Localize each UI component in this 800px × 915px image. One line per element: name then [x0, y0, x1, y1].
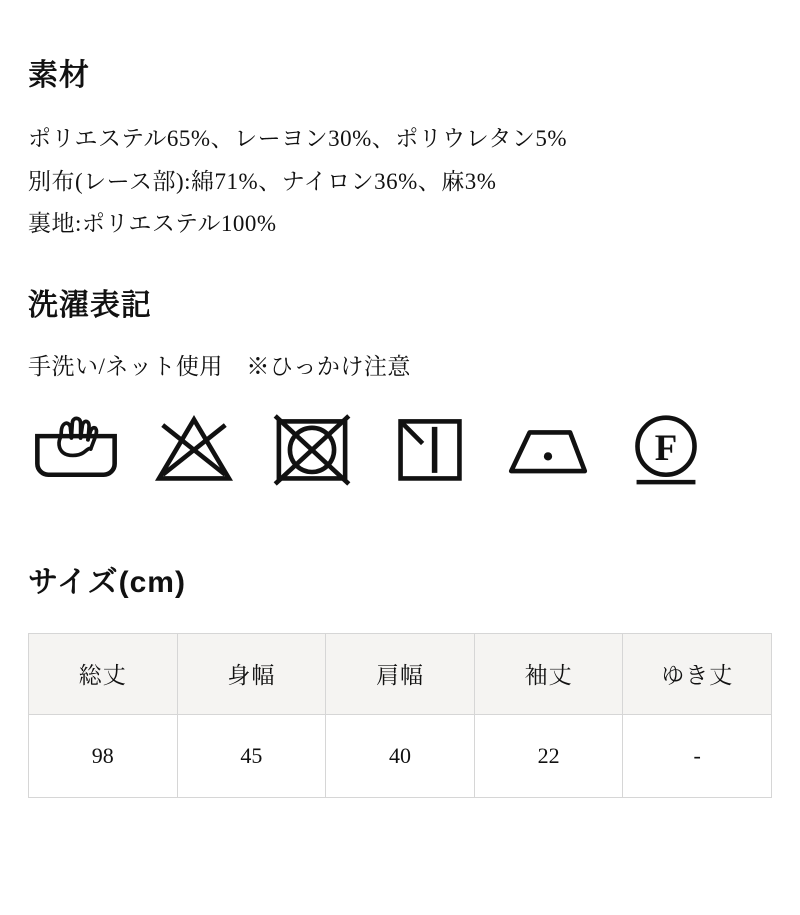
table-cell: 98 [29, 714, 178, 797]
table-header-cell: 肩幅 [326, 633, 475, 714]
washing-heading: 洗濯表記 [28, 288, 152, 322]
size-table-body [29, 714, 772, 797]
table-cell: 45 [177, 714, 326, 797]
material-heading: 素材 [28, 59, 90, 92]
size-section [28, 557, 772, 798]
no-bleach-symbol [146, 403, 242, 495]
top-spacer [28, 0, 772, 50]
size-table-head [29, 633, 772, 714]
table-header-cell: 総丈 [29, 633, 178, 714]
table-cell: - [623, 714, 772, 797]
size-table [28, 633, 772, 798]
table-cell: 22 [474, 714, 623, 797]
svg-text:F: F [654, 426, 678, 468]
material-line: ポリエステル65%、レーヨン30%、ポリウレタン5% [28, 126, 567, 151]
table-header-row [29, 633, 772, 714]
material-line: 別布(レース部):綿71%、ナイロン36%、麻3% [28, 168, 497, 194]
hand-wash-symbol [28, 403, 124, 495]
no-tumble-dry-symbol [264, 403, 360, 495]
table-cell: 40 [326, 714, 475, 797]
washing-section [28, 280, 772, 495]
drip-dry-in-shade-symbol [382, 403, 478, 495]
size-heading: サイズ(cm) [28, 565, 186, 599]
table-row [29, 714, 772, 797]
table-header-cell: ゆき丈 [623, 633, 772, 714]
table-header-cell: 袖丈 [474, 633, 623, 714]
washing-note: 手洗い/ネット使用 ※ひっかけ注意 [28, 353, 411, 379]
care-symbol-list [28, 403, 772, 495]
material-line: 裏地:ポリエステル100% [28, 211, 277, 237]
material-lines [28, 118, 772, 246]
table-header-cell: 身幅 [177, 633, 326, 714]
dry-clean-petroleum-symbol [618, 403, 714, 495]
iron-low-symbol [500, 403, 596, 495]
